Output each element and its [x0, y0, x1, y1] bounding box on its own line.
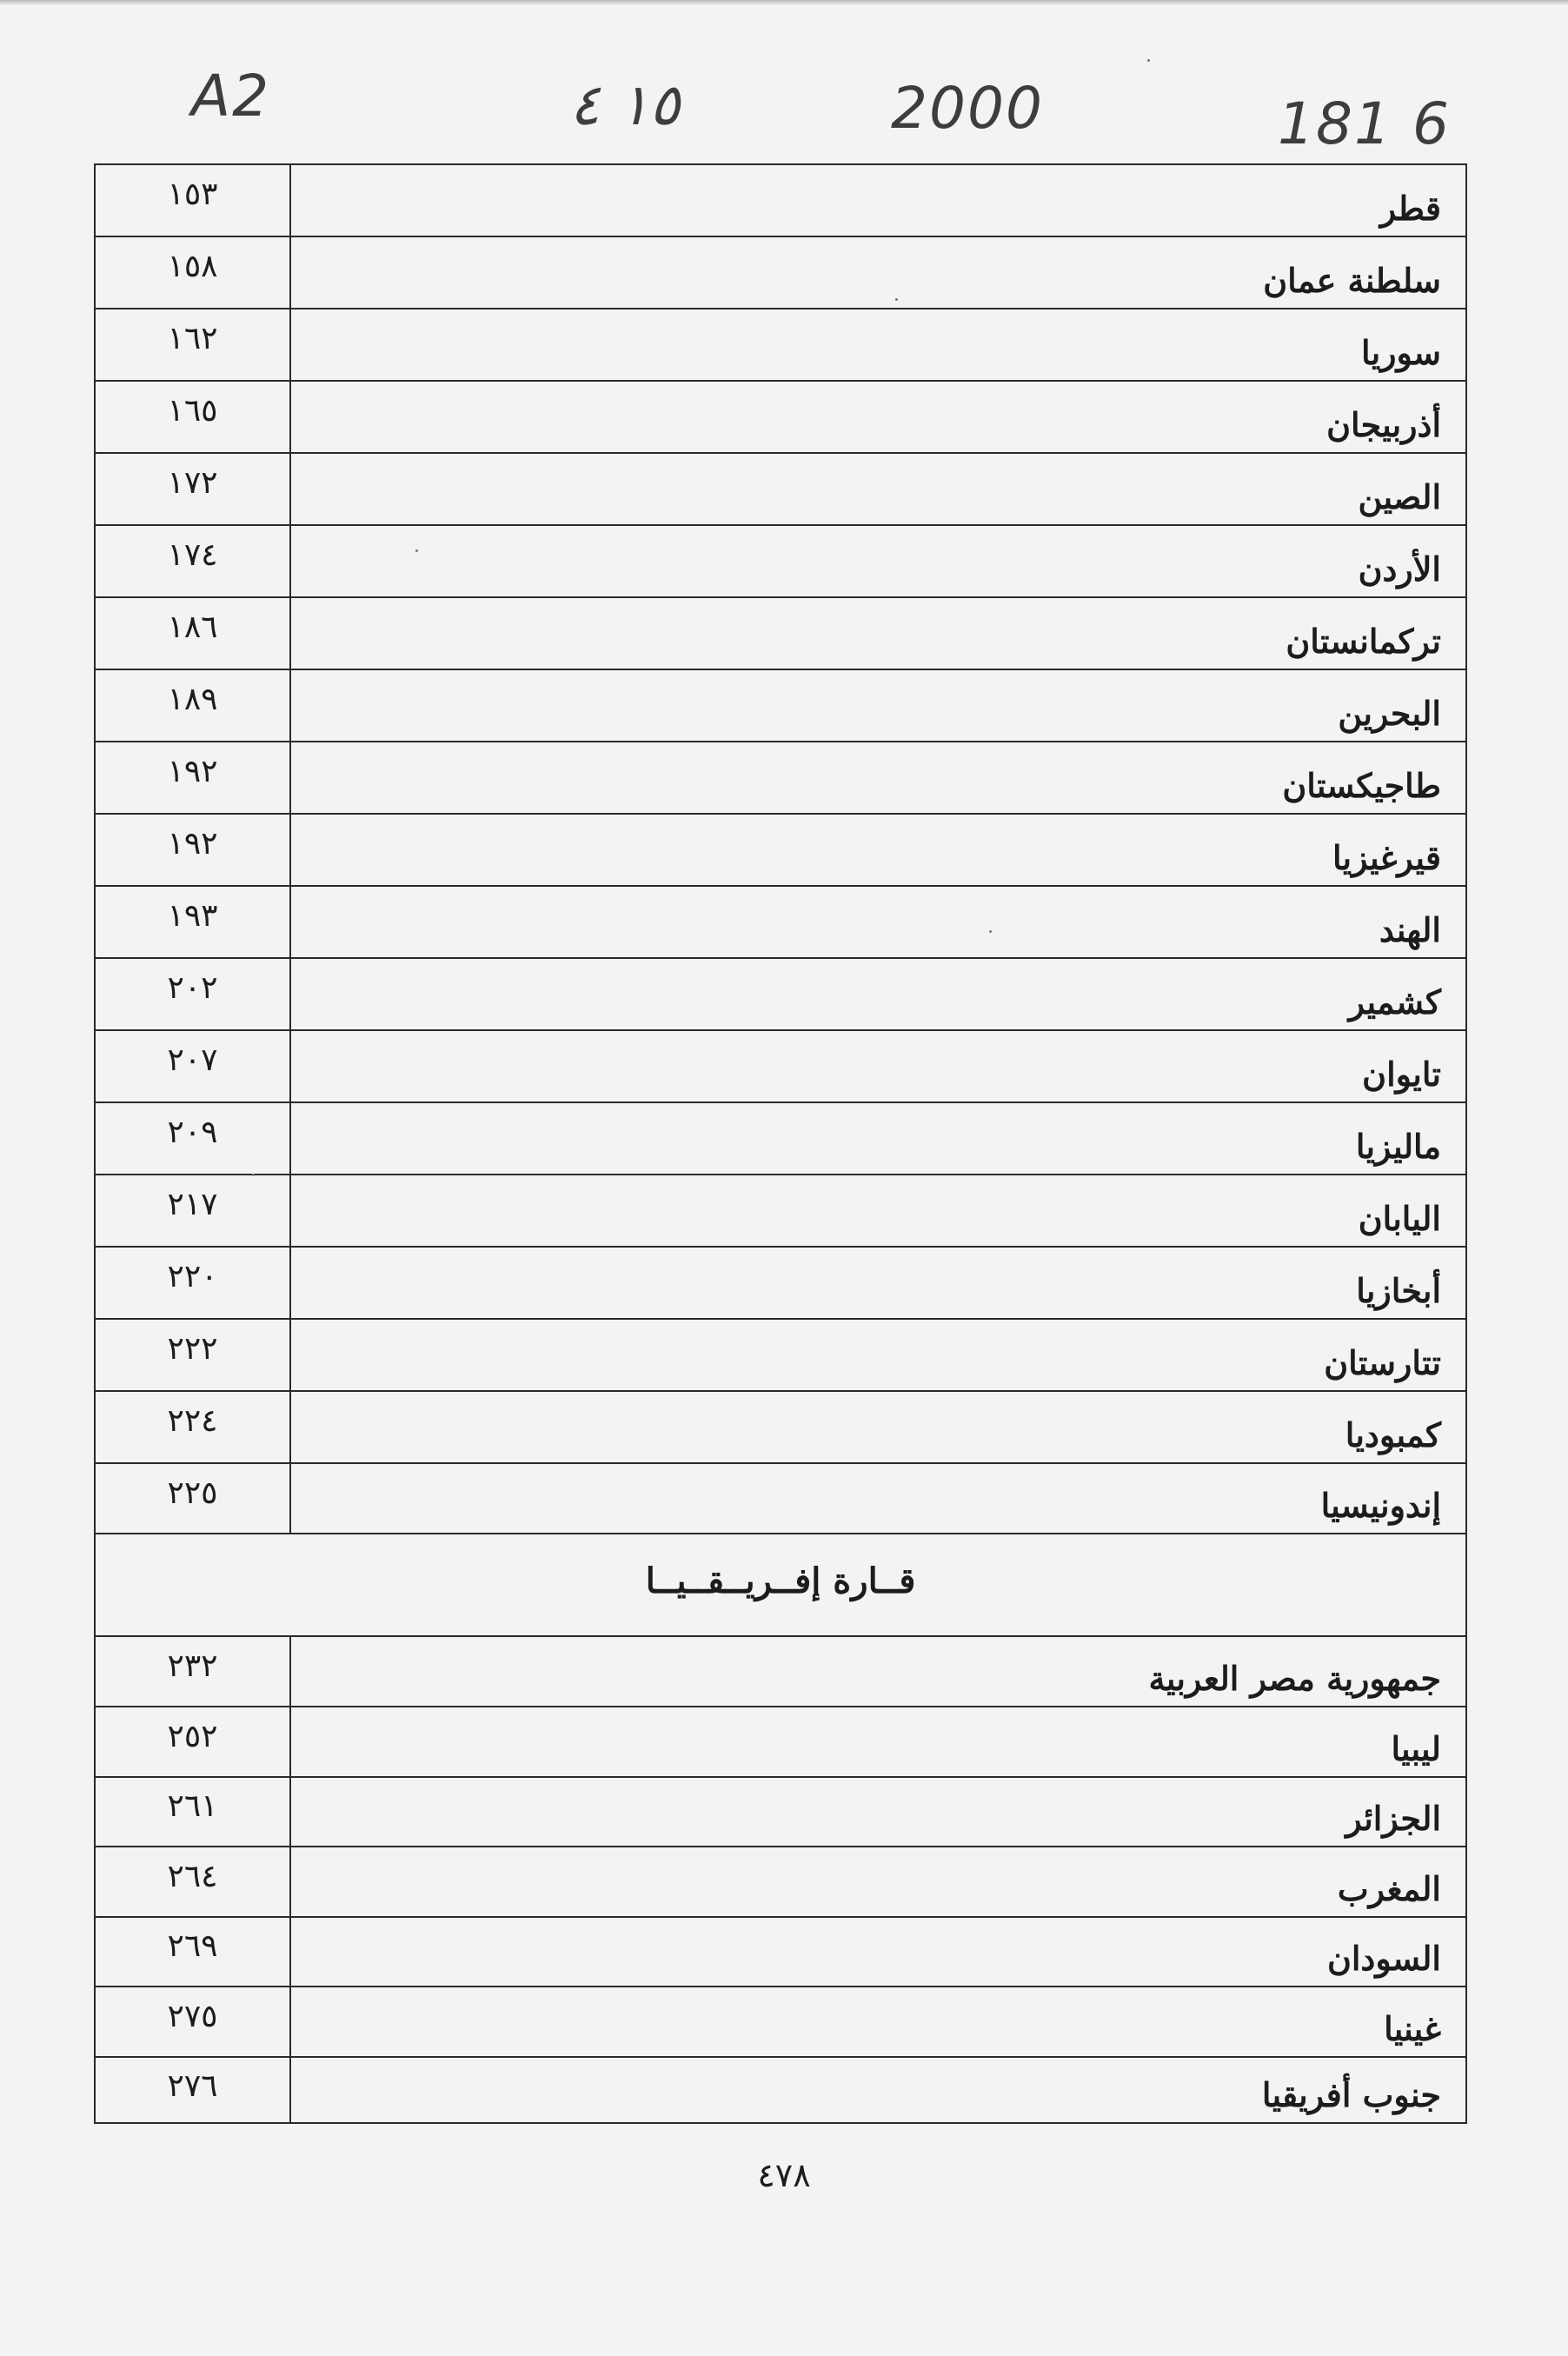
- toc-country-name: المغرب: [1337, 1869, 1441, 1908]
- toc-country-name: اليابان: [1358, 1199, 1441, 1238]
- toc-row: [96, 237, 1465, 309]
- toc-country-name: كمبوديا: [1345, 1415, 1441, 1454]
- toc-page-number: ٢٣٢: [96, 1637, 291, 1706]
- toc-page-number: ١٦٥: [96, 382, 291, 452]
- toc-country-name: ليبيا: [1391, 1729, 1441, 1768]
- toc-country-name: جمهورية مصر العربية: [1148, 1659, 1441, 1698]
- toc-country-name: أبخازيا: [1356, 1271, 1441, 1310]
- toc-country-name: طاجيكستان: [1282, 766, 1441, 805]
- toc-page-number: ٢٥٢: [96, 1707, 291, 1776]
- toc-page-number: ٢٢٠: [96, 1248, 291, 1318]
- toc-page-number: ١٦٢: [96, 309, 291, 380]
- toc-page-number: ١٥٨: [96, 237, 291, 308]
- toc-country-name: تتارستان: [1324, 1343, 1441, 1382]
- toc-country-name: جنوب أفريقيا: [1261, 2075, 1441, 2114]
- toc-row: [96, 526, 1465, 598]
- toc-page-number: ٢٢٥: [96, 1464, 291, 1533]
- toc-country-name: السودان: [1326, 1939, 1441, 1978]
- toc-row: [96, 1175, 1465, 1248]
- toc-row: [96, 1987, 1465, 2058]
- toc-row: [96, 1847, 1465, 1918]
- toc-row: [96, 1248, 1465, 1320]
- toc-country-name: الهند: [1379, 910, 1441, 949]
- toc-country-name: الصين: [1358, 477, 1441, 516]
- toc-page-number: ١٧٤: [96, 526, 291, 596]
- toc-row: [96, 1777, 1465, 1847]
- toc-row: [96, 670, 1465, 742]
- toc-row: [96, 959, 1465, 1031]
- handwritten-note-1: A2: [191, 63, 271, 130]
- toc-row: [96, 1103, 1465, 1175]
- toc-page-number: ٢٠٩: [96, 1103, 291, 1174]
- toc-row: [96, 1320, 1465, 1392]
- toc-page-number: ١٥٣: [96, 165, 291, 236]
- toc-row: [96, 1031, 1465, 1103]
- toc-row: [96, 742, 1465, 815]
- scan-speck: [415, 549, 418, 552]
- handwritten-note-3: 2000: [891, 75, 1044, 142]
- toc-country-name: سلطنة عمان: [1263, 261, 1441, 300]
- toc-row: [96, 1392, 1465, 1464]
- scan-speck: [989, 930, 992, 933]
- section-title: قــارة إفــريــقــيــا: [645, 1561, 916, 1601]
- section-header-africa: [96, 1534, 1465, 1637]
- toc-page-number: ٢٦٩: [96, 1917, 291, 1986]
- toc-page-number: ٢٠٢: [96, 959, 291, 1029]
- scan-edge: [0, 0, 1568, 5]
- toc-country-name: غينيا: [1384, 2009, 1441, 2048]
- toc-row: [96, 887, 1465, 959]
- toc-page-number: ٢١٧: [96, 1175, 291, 1246]
- toc-row: [96, 382, 1465, 454]
- toc-page-number: ٢٢٤: [96, 1392, 291, 1462]
- toc-row: [96, 2057, 1465, 2122]
- toc-row: [96, 598, 1465, 670]
- toc-row: [96, 454, 1465, 526]
- toc-page-number: ٢٧٥: [96, 1987, 291, 2056]
- toc-country-name: تايوان: [1362, 1055, 1441, 1094]
- toc-page-number: ٢٦٤: [96, 1847, 291, 1916]
- toc-row: [96, 165, 1465, 237]
- toc-country-name: أذربيجان: [1326, 405, 1441, 444]
- toc-country-name: كشمير: [1348, 982, 1441, 1022]
- toc-page-number: ١٩٢: [96, 742, 291, 813]
- toc-page-number: ٢٦١: [96, 1777, 291, 1846]
- toc-country-name: ماليزيا: [1355, 1127, 1441, 1166]
- toc-row: [96, 1917, 1465, 1987]
- toc-page-number: ٢٧٦: [96, 2057, 291, 2122]
- scan-speck: [895, 298, 898, 301]
- toc-country-name: تركمانستان: [1286, 622, 1441, 661]
- toc-page-number: ١٩٢: [96, 815, 291, 885]
- toc-page-number: ١٨٩: [96, 670, 291, 741]
- toc-page-number: ١٨٦: [96, 598, 291, 669]
- handwritten-note-2: ١٥ ٤: [569, 71, 681, 138]
- toc-row: [96, 309, 1465, 382]
- toc-table: [94, 163, 1467, 2124]
- page-number: ٤٧٨: [757, 2156, 811, 2194]
- scan-speck: [252, 1174, 255, 1176]
- toc-page-number: ١٩٣: [96, 887, 291, 957]
- toc-country-name: الأردن: [1358, 549, 1441, 589]
- toc-country-name: الجزائر: [1345, 1799, 1441, 1838]
- toc-row: [96, 1464, 1465, 1534]
- toc-country-name: إندونيسيا: [1320, 1486, 1441, 1525]
- scan-speck: [1147, 59, 1150, 62]
- toc-country-name: قيرغيزيا: [1332, 838, 1441, 877]
- toc-row: [96, 1637, 1465, 1707]
- toc-page-number: ٢٠٧: [96, 1031, 291, 1101]
- toc-country-name: البحرين: [1338, 694, 1441, 733]
- toc-page-number: ٢٢٢: [96, 1320, 291, 1390]
- toc-country-name: سوريا: [1361, 333, 1441, 372]
- handwritten-note-4: 181 6: [1278, 90, 1451, 157]
- toc-page-number: ١٧٢: [96, 454, 291, 524]
- toc-row: [96, 815, 1465, 887]
- toc-country-name: قطر: [1379, 189, 1441, 228]
- toc-row: [96, 1707, 1465, 1778]
